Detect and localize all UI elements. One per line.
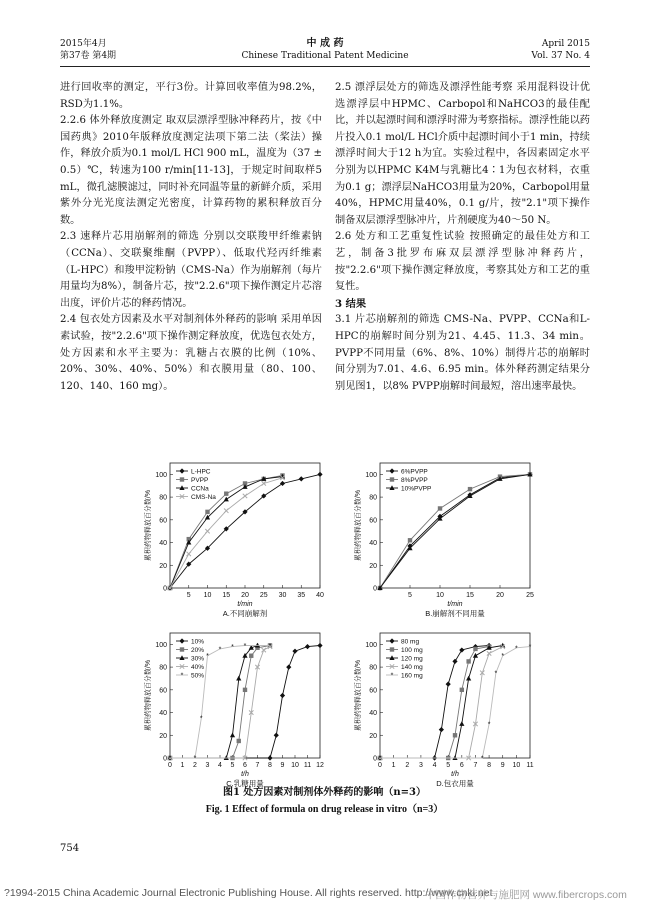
panel-label: D.包衣用量	[436, 779, 474, 788]
panel-label: B.崩解剂不同用量	[425, 609, 485, 618]
data-point	[292, 649, 297, 654]
x-tick-label: 5	[186, 592, 191, 599]
x-tick-label: 9	[500, 762, 505, 769]
data-point	[468, 487, 472, 491]
x-tick-label: 6	[459, 762, 464, 769]
y-tick-label: 80	[369, 664, 377, 672]
legend-entry: 50%	[191, 672, 205, 680]
chart-panel-2	[353, 463, 534, 618]
y-tick-label: 20	[159, 562, 167, 570]
series-2	[378, 644, 491, 760]
y-axis-label: 累积药物释放百分数/%	[355, 489, 362, 562]
data-point: *	[514, 645, 518, 653]
series-5	[169, 643, 272, 763]
data-point	[473, 647, 477, 651]
right_column-paragraph: 2.6 处方和工艺重复性试验 按照确定的最佳处方和工艺，制备3批罗布麻双层漂浮型脉冲释药片，按"2.2.6"项下操作测定释放度，考察其处方和工艺的重复性。	[335, 231, 590, 293]
series-1	[377, 643, 491, 761]
y-tick-label: 60	[159, 687, 167, 695]
x-tick-label: 2	[193, 762, 197, 769]
x-tick-label: 10	[203, 592, 212, 599]
x-tick-label: 1	[180, 762, 185, 769]
volume-info	[531, 38, 590, 62]
chart-panel-4	[353, 633, 534, 788]
y-tick-label: 40	[369, 710, 377, 718]
data-point	[408, 538, 412, 542]
y-tick-label: 80	[369, 494, 377, 502]
right_column-paragraph: 3.1 片芯崩解剂的筛选 CMS-Na、PVPP、CCNa和L-HPC的崩解时间分别为21、4.45、11.3、34 min。PVPP不同用量（6%、8%、10%）制得片芯的崩解时间分别为7.01、4.6、6.95 min。体外释药测定结果分别见图1，以8% PVPP崩解时间最短，溶出速率最快。	[335, 314, 590, 392]
data-point	[205, 510, 209, 514]
data-point: *	[193, 755, 197, 763]
y-axis-label: 累积药物释放百分数/%	[145, 489, 152, 562]
panel-label: C.乳糖用量	[226, 779, 264, 788]
x-tick-label: 1	[391, 762, 396, 769]
data-point	[179, 468, 184, 473]
data-point: *	[480, 755, 484, 763]
x-tick-label: 2	[405, 762, 410, 769]
data-point: *	[199, 715, 203, 723]
y-tick-label: 20	[369, 732, 377, 740]
series-2	[168, 643, 272, 760]
series-line	[170, 647, 270, 758]
x-tick-label: 10	[436, 592, 444, 599]
x-tick-label: 10	[512, 762, 521, 769]
data-point	[317, 472, 322, 477]
x-tick-label: 12	[316, 762, 324, 769]
data-point	[299, 476, 304, 481]
series-3	[167, 643, 260, 760]
data-point	[460, 688, 464, 692]
y-tick-label: 40	[159, 540, 167, 548]
data-point	[262, 648, 266, 652]
data-point	[305, 644, 310, 649]
data-point	[459, 721, 464, 726]
x-tick-label: 8	[268, 762, 272, 769]
y-tick-label: 100	[155, 641, 167, 649]
data-point	[453, 733, 457, 737]
x-tick-label: 25	[259, 592, 268, 599]
series-2	[168, 473, 285, 590]
x-tick-label: 9	[280, 762, 285, 769]
x-tick-label: 8	[487, 762, 492, 769]
watermark-text: 中国作物营养与施肥网 www.fibercrops.com	[425, 889, 627, 901]
data-point	[224, 497, 229, 502]
figure-caption-cn: 图1 处方因素对制剂体外释药的影响（n=3）	[222, 787, 427, 798]
data-point: *	[256, 643, 259, 650]
legend-entry: 100 mg	[401, 647, 423, 654]
x-axis-label: t/min	[237, 601, 253, 608]
data-point: *	[487, 721, 491, 729]
data-point	[286, 664, 291, 669]
x-tick-label: 15	[222, 592, 231, 599]
data-point: *	[494, 670, 498, 678]
data-point	[446, 682, 451, 687]
data-point	[389, 468, 394, 473]
x-tick-label: 40	[316, 592, 324, 599]
x-tick-label: 35	[297, 592, 306, 599]
x-tick-label: 7	[255, 762, 260, 769]
data-point: *	[206, 653, 209, 661]
left_column-paragraph: 2.4 包衣处方因素及水平对制剂体外释药的影响 采用单因素试验，按"2.2.6"项下操作测定释放度，优选包衣处方，处方因素和水平主要为：乳糖占衣膜的比例（10%、20%、30%、40%、50%）和衣膜用量（80、100、120、140、160 mg）。	[60, 314, 322, 392]
y-tick-label: 20	[159, 732, 167, 740]
series-3	[167, 474, 285, 590]
page-header	[60, 38, 590, 68]
x-tick-label: 15	[466, 592, 474, 599]
copyright-text: ?1994-2015 China Academic Journal Electronic Publishing House. All rights reserved. http://www.cnki.net	[4, 887, 493, 899]
data-point: *	[168, 755, 172, 763]
issue-date-line1: 2015年4月	[60, 39, 107, 49]
y-tick-label: 0	[373, 585, 377, 593]
y-tick-label: 80	[159, 494, 167, 502]
legend-entry: 160 mg	[401, 672, 423, 680]
data-point: *	[528, 644, 532, 652]
x-tick-label: 20	[241, 592, 249, 599]
left-column	[60, 80, 322, 395]
legend-entry: L-HPC	[191, 468, 211, 476]
chart-panel-3	[143, 633, 324, 788]
x-axis-label: t/min	[447, 601, 463, 608]
legend-entry: 80 mg	[401, 638, 420, 646]
data-point	[439, 727, 444, 732]
x-tick-label: 3	[418, 762, 423, 769]
data-point	[452, 659, 457, 664]
series-line	[380, 646, 489, 759]
data-point	[389, 638, 394, 643]
data-point	[466, 659, 470, 663]
data-point	[224, 491, 228, 495]
x-tick-label: 7	[473, 762, 478, 769]
data-point	[237, 739, 241, 743]
data-point	[236, 676, 241, 681]
legend-entry: 140 mg	[401, 664, 423, 671]
y-tick-label: 100	[155, 471, 167, 479]
y-axis-label: 累积药物释放百分数/%	[355, 659, 362, 732]
x-tick-label: 4	[218, 762, 222, 769]
y-tick-label: 40	[369, 540, 377, 548]
page-number: 754	[60, 843, 80, 854]
legend-entry: CCNa	[191, 485, 209, 493]
data-point	[274, 733, 279, 738]
x-tick-label: 0	[378, 762, 382, 769]
left_column-paragraph: 进行回收率的测定，平行3份。计算回收率值为98.2%，RSD为1.1%。	[60, 82, 322, 110]
data-point: *	[501, 653, 505, 661]
data-point	[280, 693, 285, 698]
x-axis-label: t/h	[451, 771, 459, 778]
x-tick-label: 20	[496, 592, 504, 599]
y-tick-label: 40	[159, 710, 167, 718]
x-tick-label: 25	[526, 592, 534, 599]
left_column-paragraph: 2.3 速释片芯用崩解剂的筛选 分别以交联羧甲纤维素钠（CCNa）、交联聚维酮（PVPP）、低取代羟丙纤维素（L-HPC）和羧甲淀粉钠（CMS-Na）作为崩解剂（每片用量均为8%），制备片芯，按"2.2.6"项下操作测定片芯溶出度，评价片芯的释药情况。	[60, 231, 322, 309]
data-point	[390, 477, 394, 481]
data-point	[249, 654, 253, 658]
y-tick-label: 0	[373, 755, 377, 763]
left_column-paragraph: 2.2.6 体外释放度测定 取双层漂浮型脉冲释药片，按《中国药典》2010年版释放度测定法项下第二法（桨法）操作，释放介质为0.1 mol/L HCl 900 mL，温度为（37 ± 0.5）℃，转速为100 r/min[11-13]，于规定时间取样5 mL，微孔滤膜滤过，同时补充同温等量的新鲜介质，采用紫外分光光度法测定光密度，计算药物的累积释放百分数。	[60, 115, 322, 226]
data-point	[230, 732, 235, 737]
data-point: *	[378, 755, 382, 763]
y-tick-label: 20	[369, 562, 377, 570]
series-3	[377, 643, 505, 760]
series-line	[380, 646, 503, 759]
volume-line2: Vol. 37 No. 4	[531, 51, 590, 61]
journal-title	[60, 38, 590, 62]
data-point	[466, 676, 471, 681]
panel-label: A.不同崩解剂	[222, 609, 268, 618]
x-tick-label: 30	[278, 592, 287, 599]
legend-entry: 10%PVPP	[401, 485, 432, 493]
legend-entry: CMS-Na	[191, 494, 216, 501]
y-tick-label: 60	[369, 687, 377, 695]
x-tick-label: 4	[432, 762, 437, 769]
data-point	[180, 647, 184, 651]
x-tick-label: 11	[303, 762, 312, 769]
series-line	[170, 646, 270, 759]
right_column-paragraph: 2.5 漂浮层处方的筛选及漂浮性能考察 采用混料设计优选漂浮层中HPMC、Carbopol和NaHCO3的最佳配比，并以起漂时间和漂浮时滞为考察指标。漂浮性能以药片投入0.1 mol/L HCl介质中起漂时间小于1 min，持续漂浮时间大于12 h为宜。实验过程中，各因素固定水平分别为以HPMC K4M与乳糖比4∶1为包衣材料，衣重为0.1 g；漂浮层NaHCO3用量为20%，Carbopol用量40%，HPMC用量40%，0.1 g/片，按"2.1"项下操作制备双层漂浮型脉冲片，片剂硬度为40～50 N。	[335, 82, 590, 226]
series-line	[170, 646, 270, 759]
data-point	[267, 755, 272, 760]
data-point	[473, 653, 478, 658]
data-point: *	[243, 643, 247, 650]
series-4	[378, 644, 505, 760]
y-tick-label: 0	[163, 755, 167, 763]
x-tick-label: 0	[168, 762, 172, 769]
x-axis-label: t/h	[241, 771, 249, 778]
data-point	[224, 509, 228, 513]
data-point	[243, 688, 247, 692]
y-axis-label: 累积药物释放百分数/%	[145, 659, 152, 732]
data-point	[280, 481, 285, 486]
y-tick-label: 0	[163, 585, 167, 593]
series-line	[170, 646, 258, 759]
x-tick-label: 10	[291, 762, 299, 769]
right_column-paragraph: 3 结果	[335, 297, 367, 310]
data-point	[205, 529, 209, 533]
data-point: *	[268, 643, 272, 650]
y-tick-label: 60	[369, 517, 377, 525]
journal-title-cn: 中 成 药	[306, 38, 344, 49]
issue-date-line2: 第37卷 第4期	[60, 51, 117, 61]
x-tick-label: 5	[446, 762, 451, 769]
x-tick-label: 5	[230, 762, 235, 769]
data-point: *	[231, 644, 234, 652]
data-point	[179, 638, 184, 643]
journal-title-en: Chinese Traditional Patent Medicine	[241, 51, 409, 61]
legend-entry: 30%	[191, 655, 205, 663]
data-point	[487, 651, 491, 655]
data-point	[180, 477, 184, 481]
legend-entry: 8%PVPP	[401, 477, 428, 484]
legend-entry: 40%	[191, 664, 205, 671]
chart-panel-1	[143, 463, 324, 618]
legend-entry: 20%	[191, 647, 205, 654]
data-point	[390, 647, 394, 651]
legend-entry: 6%PVPP	[401, 468, 428, 476]
figure-1	[130, 445, 550, 805]
y-tick-label: 60	[159, 517, 167, 525]
x-tick-label: 3	[205, 762, 210, 769]
figure-caption-en: Fig. 1 Effect of formula on drug release in vitro（n=3）	[205, 804, 444, 815]
data-point	[438, 506, 442, 510]
data-point	[243, 494, 247, 498]
series-line	[380, 647, 503, 758]
volume-line1: April 2015	[541, 39, 590, 49]
x-tick-label: 11	[526, 762, 534, 769]
data-point: *	[218, 646, 222, 654]
y-tick-label: 100	[365, 641, 377, 649]
data-point	[459, 647, 464, 652]
x-tick-label: 5	[408, 592, 412, 599]
y-tick-label: 100	[365, 471, 377, 479]
right-column	[335, 80, 590, 395]
series-4	[168, 644, 272, 760]
data-point: *	[390, 672, 394, 680]
data-point	[317, 643, 322, 648]
y-tick-label: 80	[159, 664, 167, 672]
legend-entry: 10%	[191, 638, 205, 646]
legend-entry: 120 mg	[401, 655, 423, 663]
header-rule	[60, 66, 590, 67]
x-tick-label: 6	[243, 762, 247, 769]
data-point	[187, 552, 191, 556]
data-point: *	[180, 672, 184, 680]
legend-entry: PVPP	[191, 477, 209, 484]
